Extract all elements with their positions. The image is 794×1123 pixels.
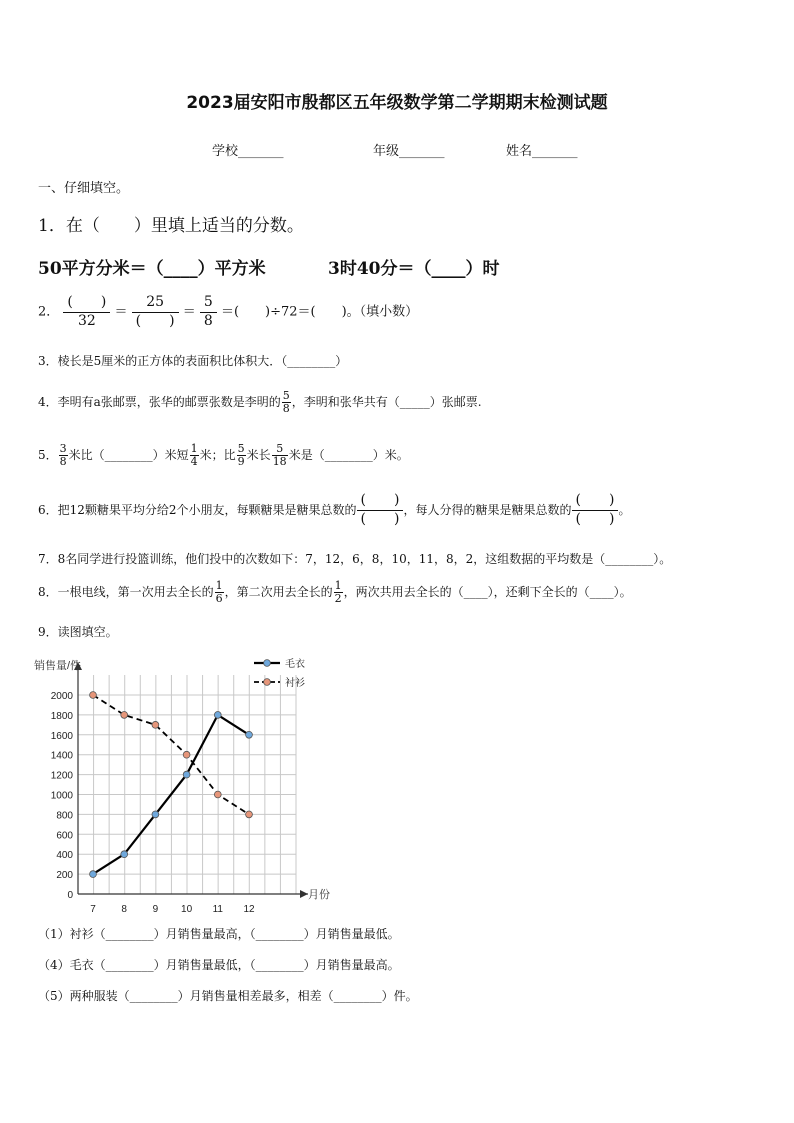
question-4-text: 4．李明有a张邮票，张华的邮票张数是李明的 [38, 395, 281, 410]
question-8-text: 8．一根电线，第一次用去全长的 [38, 585, 214, 600]
fraction [334, 580, 343, 604]
fraction [357, 492, 404, 528]
denominator: ( ) [575, 510, 615, 527]
fraction [572, 492, 619, 528]
sub-question-1: （1）衬衫（________）月销售量最高，（________）月销售量最低。 [38, 927, 400, 941]
y-tick-label: 1400 [50, 750, 73, 762]
data-point [152, 721, 159, 728]
question-4-text: ，李明和张华共有（_____）张邮票. [291, 395, 482, 410]
y-tick-label: 1600 [50, 730, 73, 742]
denominator: ( ) [360, 510, 400, 527]
x-tick-label: 10 [181, 904, 193, 915]
fraction [132, 294, 179, 330]
x-axis-label: 月份 [308, 889, 330, 901]
denominator: ( ) [135, 312, 175, 329]
y-axis-label: 销售量/件 [34, 660, 82, 672]
fraction [282, 390, 291, 414]
y-tick-label: 200 [56, 870, 73, 882]
question-2 [38, 294, 418, 330]
question-5-text: 米；比 [199, 448, 236, 463]
denominator: 8 [59, 454, 67, 468]
data-point [214, 712, 221, 719]
numerator: 5 [237, 442, 245, 455]
y-tick-labels [51, 691, 74, 901]
question-1a: 50平方分米＝（____）平方米 [38, 259, 266, 279]
x-tick-label: 8 [121, 904, 127, 915]
numerator: ( ) [572, 492, 619, 511]
question-8 [38, 580, 632, 604]
denominator: 4 [190, 454, 198, 468]
x-tick-label: 11 [212, 904, 223, 915]
numerator: ( ) [357, 492, 404, 511]
legend-label: 毛衣 [285, 659, 305, 670]
question-3: 3．棱长是5厘米的正方体的表面积比体积大．（________） [38, 354, 348, 368]
question-6-text: 6．把12颗糖果平均分给2个小朋友，每颗糖果是糖果总数的 [38, 503, 357, 517]
equals-sign: ＝ [182, 304, 196, 320]
question-9: 9．读图填空。 [38, 625, 118, 639]
name-field[interactable]: 姓名_______ [506, 144, 578, 159]
sub-question-4: （4）毛衣（________）月销售量最低，（________）月销售量最高。 [38, 958, 400, 972]
data-point [90, 871, 97, 878]
numerator: 5 [200, 294, 217, 313]
chart-legend [254, 657, 305, 689]
legend-marker [264, 679, 271, 686]
numerator: 5 [282, 389, 290, 402]
sales-line-chart [30, 650, 350, 920]
numerator: 1 [190, 442, 198, 455]
question-6-text: ，每人分得的糖果是糖果总数的 [403, 503, 572, 517]
y-tick-label: 800 [56, 810, 73, 822]
fraction [237, 443, 246, 467]
page-title: 2023届安阳市殷都区五年级数学第二学期期末检测试题 [186, 93, 608, 113]
school-field[interactable]: 学校_______ [212, 144, 284, 159]
question-1: 1．在（ ）里填上适当的分数。 [38, 216, 304, 236]
equals-sign: ＝ [114, 304, 128, 320]
y-tick-label: 1000 [50, 790, 73, 802]
fraction [59, 443, 68, 467]
legend-marker [264, 660, 271, 667]
y-tick-label: 1800 [50, 710, 73, 722]
legend-label: 衬衫 [285, 678, 305, 689]
chart-grid [78, 675, 296, 894]
question-1b: 3时40分＝（____）时 [328, 259, 500, 279]
question-5-text: 米比（________）米短 [68, 448, 189, 463]
x-axis-arrow [300, 890, 308, 898]
question-number: 5． [38, 448, 58, 463]
y-tick-label: 400 [56, 850, 73, 862]
data-point [90, 692, 97, 699]
fraction [200, 294, 217, 330]
question-5-text: 米长 [246, 448, 271, 463]
question-8-text: ，两次共用去全长的（____），还剩下全长的（____）。 [343, 585, 632, 600]
data-point [246, 731, 253, 738]
y-tick-label: 1200 [50, 770, 73, 782]
numerator: 25 [132, 294, 179, 313]
denominator: 32 [77, 312, 96, 329]
fraction [190, 443, 199, 467]
question-4 [38, 390, 482, 414]
data-point [183, 751, 190, 758]
numerator: 1 [215, 579, 223, 592]
data-point [246, 811, 253, 818]
denominator: 8 [282, 401, 290, 415]
fraction [215, 580, 224, 604]
denominator: 8 [203, 312, 213, 329]
denominator: 2 [334, 591, 342, 605]
question-6 [38, 492, 630, 528]
x-tick-label: 9 [152, 904, 159, 915]
question-6-text: 。 [618, 503, 631, 517]
denominator: 6 [215, 591, 223, 605]
data-point [183, 771, 190, 778]
data-point [214, 791, 221, 798]
data-point [121, 712, 128, 719]
numerator: 1 [334, 579, 342, 592]
data-point [152, 811, 159, 818]
fraction [272, 443, 288, 467]
question-8-text: ，第二次用去全长的 [224, 585, 333, 600]
y-tick-label: 2000 [50, 691, 73, 702]
denominator: 9 [237, 454, 245, 468]
section-heading: 一、仔细填空。 [38, 181, 130, 196]
denominator: 18 [272, 454, 287, 468]
question-2-rest: ＝( )÷72＝( )。（填小数） [220, 304, 419, 320]
y-tick-label: 600 [56, 830, 73, 842]
question-7: 7．8名同学进行投篮训练，他们投中的次数如下：7，12，6，8，10，11，8，2，这组数据的平均数是（________）。 [38, 552, 672, 566]
numerator: 5 [272, 443, 288, 456]
grade-field[interactable]: 年级_______ [373, 144, 445, 159]
sub-question-5: （5）两种服装（________）月销售量相差最多，相差（________）件。 [38, 989, 418, 1003]
x-tick-label: 12 [243, 904, 255, 915]
numerator: ( ) [63, 294, 110, 313]
question-5 [38, 443, 409, 467]
data-point [121, 851, 128, 858]
question-5-text: 米是（________）米。 [288, 448, 409, 463]
y-tick-label: 0 [67, 890, 73, 901]
question-number: 2． [38, 304, 60, 320]
x-tick-labels [90, 904, 255, 915]
numerator: 3 [59, 442, 67, 455]
fraction [63, 294, 110, 330]
x-tick-label: 7 [90, 904, 96, 915]
